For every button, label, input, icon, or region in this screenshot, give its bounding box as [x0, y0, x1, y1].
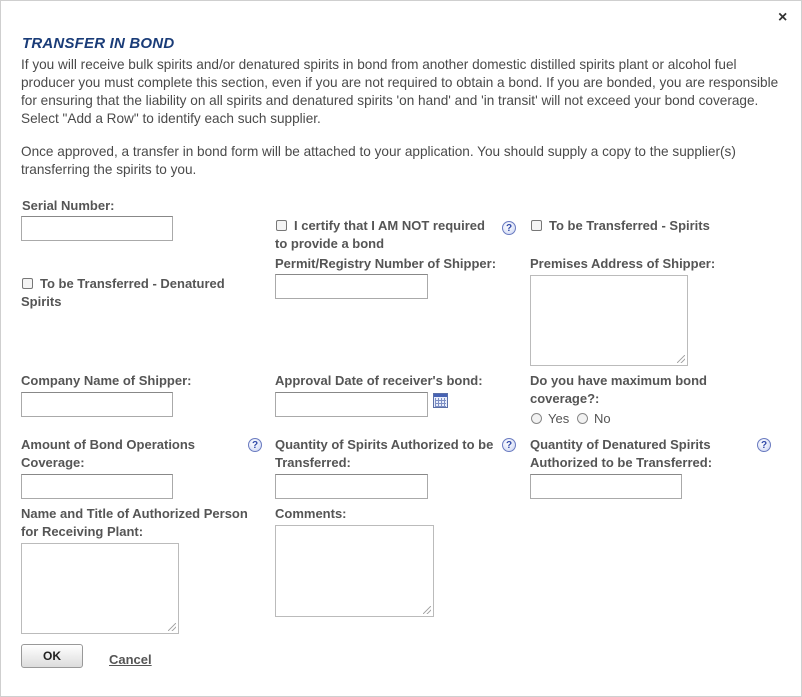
- close-icon[interactable]: ×: [778, 9, 788, 26]
- amount-bond-help-icon[interactable]: ?: [248, 438, 262, 452]
- quantity-denatured-input[interactable]: [530, 474, 682, 499]
- approval-date-input[interactable]: [275, 392, 428, 417]
- authorized-person-label: Name and Title of Authorized Person for Receiving Plant:: [21, 506, 248, 539]
- transfer-spirits-label: To be Transferred - Spirits: [549, 218, 710, 233]
- serial-number-input[interactable]: [21, 216, 173, 241]
- permit-number-input[interactable]: [275, 274, 428, 299]
- max-bond-yes-label: Yes: [548, 411, 570, 426]
- calendar-icon[interactable]: [433, 393, 448, 408]
- transfer-denatured-label: To be Transferred - Denatured Spirits: [21, 276, 225, 309]
- approval-date-label: Approval Date of receiver's bond:: [275, 373, 483, 388]
- quantity-spirits-input[interactable]: [275, 474, 428, 499]
- quantity-spirits-help-icon[interactable]: ?: [502, 438, 516, 452]
- company-name-label: Company Name of Shipper:: [21, 373, 192, 388]
- quantity-denatured-label: Quantity of Denatured Spirits Authorized to be Transferred:: [530, 437, 713, 470]
- amount-bond-operations-label: Amount of Bond Operations Coverage:: [21, 437, 196, 470]
- resize-grip-icon[interactable]: [168, 623, 176, 631]
- approval-paragraph: Once approved, a transfer in bond form will be attached to your application. You should supply a copy to the supplier(s) transferring the spirits to you.: [21, 144, 736, 177]
- comments-textarea[interactable]: [275, 525, 434, 617]
- resize-grip-icon[interactable]: [423, 606, 431, 614]
- max-bond-coverage-label: Do you have maximum bond coverage?:: [530, 373, 707, 406]
- certify-not-required-label: I certify that I AM NOT required to provide a bond: [275, 218, 485, 251]
- max-bond-no-label: No: [594, 411, 611, 426]
- intro-paragraph: If you will receive bulk spirits and/or denatured spirits in bond from another domestic distilled spirits plant or alcohol fuel producer you must complete this section, even if you are not required to obtain a bond. If you are bonded, you are responsible for ensuring that the liability on all spirits and denatured spirits 'on hand' and 'in transit' will not exceed your bond coverage. Select "Add a Row" to identify each such supplier.: [21, 57, 779, 126]
- authorized-person-textarea[interactable]: [21, 543, 179, 634]
- premises-address-label: Premises Address of Shipper:: [530, 256, 716, 271]
- resize-grip-icon[interactable]: [677, 355, 685, 363]
- amount-bond-operations-input[interactable]: [21, 474, 173, 499]
- max-bond-yes-radio[interactable]: [531, 413, 542, 424]
- max-bond-no-radio[interactable]: [577, 413, 588, 424]
- transfer-spirits-checkbox[interactable]: [531, 220, 542, 231]
- cancel-link[interactable]: Cancel: [109, 652, 152, 667]
- serial-number-label: Serial Number:: [22, 198, 115, 213]
- ok-button[interactable]: OK: [21, 644, 83, 668]
- certify-help-icon[interactable]: ?: [502, 221, 516, 235]
- premises-address-textarea[interactable]: [530, 275, 688, 366]
- quantity-spirits-label: Quantity of Spirits Authorized to be Transferred:: [275, 437, 494, 470]
- dialog-title: TRANSFER IN BOND: [22, 35, 175, 52]
- quantity-denatured-help-icon[interactable]: ?: [757, 438, 771, 452]
- permit-number-label: Permit/Registry Number of Shipper:: [275, 256, 497, 271]
- comments-label: Comments:: [275, 506, 347, 521]
- company-name-input[interactable]: [21, 392, 173, 417]
